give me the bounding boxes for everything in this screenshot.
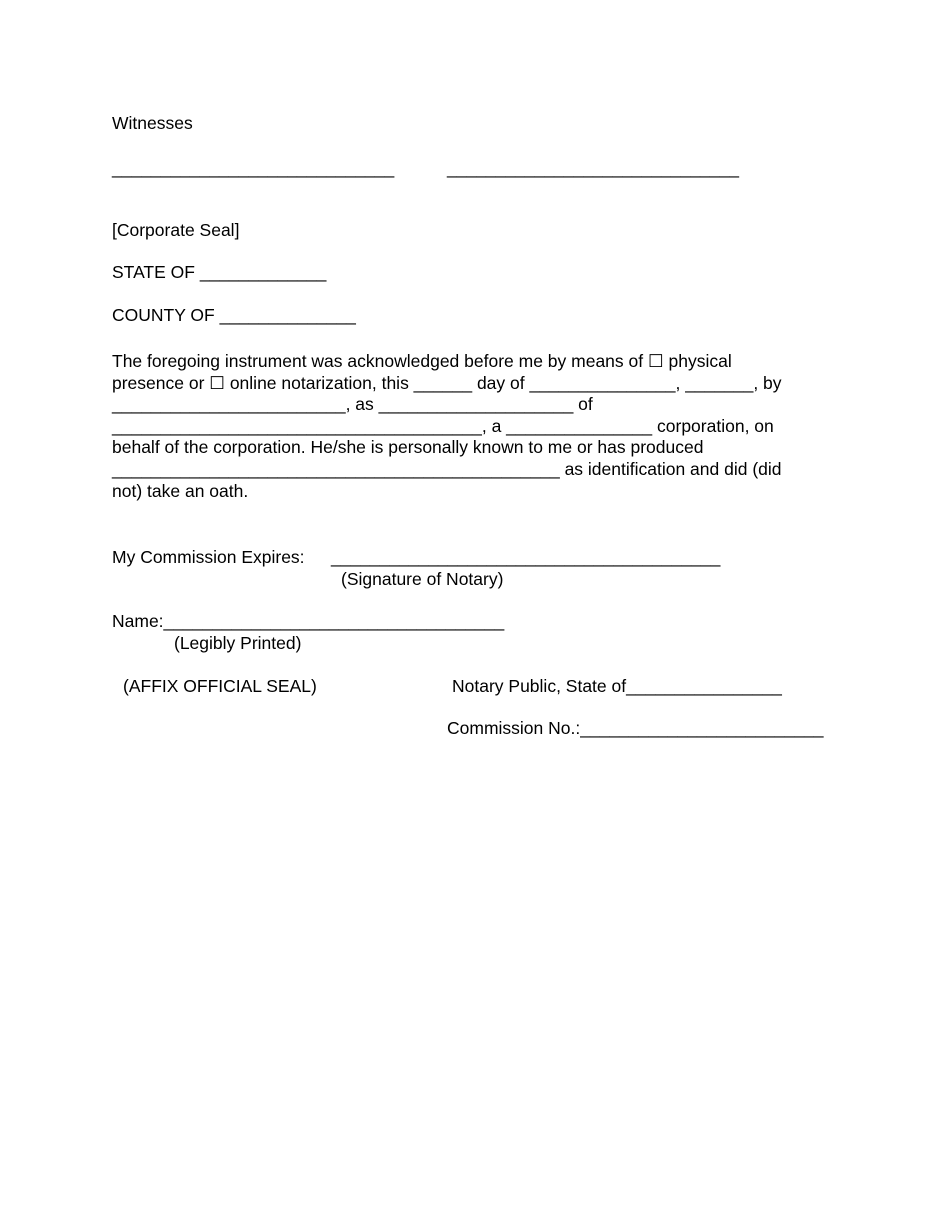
acknowledgment-paragraph [112,351,842,502]
county-of-field[interactable]: COUNTY OF ______________ [112,305,356,325]
acknowledgment-line: not) take an oath. [112,480,249,501]
affix-seal-label: (AFFIX OFFICIAL SEAL) [123,676,317,696]
witness-signature-line-left[interactable]: _____________________________ [112,158,395,178]
commission-number-field[interactable]: Commission No.:_________________________ [447,718,824,738]
witnesses-heading: Witnesses [112,113,193,133]
name-field[interactable]: Name:___________________________________ [112,611,505,631]
state-of-field[interactable]: STATE OF _____________ [112,262,327,282]
acknowledgment-line: behalf of the corporation. He/she is personally known to me or has produced [112,437,704,458]
witness-signature-line-right[interactable]: ______________________________ [447,158,739,178]
acknowledgment-line: ______________________________________, a _______________ corporation, on [112,415,774,436]
commission-expires-label: My Commission Expires: [112,547,305,567]
acknowledgment-line: The foregoing instrument was acknowledged before me by means of ☐ physical [112,351,732,371]
acknowledgment-line: ______________________________________________ as identification and did (did [112,458,782,479]
notary-public-state-field[interactable]: Notary Public, State of________________ [452,676,782,696]
acknowledgment-line: ________________________, as ____________________ of [112,394,593,415]
name-caption: (Legibly Printed) [174,633,302,653]
acknowledgment-line: presence or ☐ online notarization, this ______ day of _______________, _______, by [112,372,782,393]
notary-signature-line[interactable]: ________________________________________ [331,547,721,567]
corporate-seal-label: [Corporate Seal] [112,220,240,240]
notary-signature-caption: (Signature of Notary) [341,569,504,589]
